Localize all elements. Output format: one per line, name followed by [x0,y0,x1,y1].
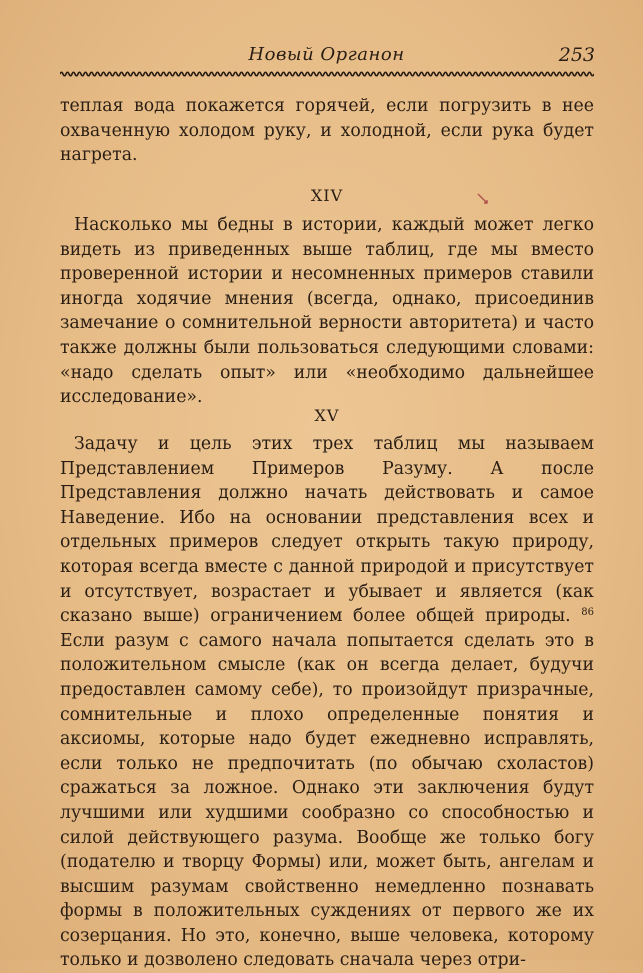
section-xv-text-part-1: Задачу и цель этих трех таблиц мы называем Представлением Примеров Разуму. А после Представления должно начать действовать и самое Наведение. Ибо на основании представления всех и отдельных примеров следует открыть такую природу, которая всегда вместе с данной природой и присутствует и отсутствует, возрастает и убывает и является (как сказано выше) ограничением более общей природы. [60,434,594,627]
section-xv-body [60,432,594,973]
opening-paragraph: теплая вода покажется горячей, если погрузить в нее охваченную холодом руку, и холодной, если рука будет нагрета. [60,96,594,166]
opening-paragraph-block [60,94,594,168]
section-xv-text-part-2: Если разум с самого начала попытается сделать это в положительном смысле (как он всегда делает, будучи предоставлен самому себе), то произойдут призрачные, сомнительные и плохо определенные понятия и аксиомы, которые надо будет ежедневно исправлять, если только не предпочитать (по обычаю схоластов) сражаться за ложное. Однако эти заключения будут лучшими или худшими сообразно со способностью и силой действующего разума. Вообще же только богу (подателю и творцу Формы) или, может быть, ангелам и высшим разумам свойственно немедленно познавать формы в положительных суждениях от первого же их созерцания. Но это, конечно, выше человека, которому только и дозволено следовать сначала через отри- [60,630,594,971]
section-heading-xv: XV [314,406,340,425]
section-xiv-body [60,213,594,410]
decorative-wavy-rule [60,70,594,78]
running-title: Новый Органон [248,44,405,65]
running-head [58,40,595,70]
footnote-reference: 86 [581,607,594,619]
section-xv-paragraph [60,432,594,973]
page-number: 253 [558,44,595,66]
pencil-mark-icon [476,192,490,206]
section-heading-xiv: XIV [310,186,344,205]
section-xiv-paragraph: Насколько мы бедны в истории, каждый может легко видеть из приведенных выше таблиц, где мы вместо проверенной истории и несомненных примеров ставили иногда ходячие мнения (всегда, однако, присоединив замечание о сомнительной верности авторитета) и часто также должны были пользоваться следующими словами: «надо сделать опыт» или «необходимо дальнейшее исследование». [60,215,594,408]
